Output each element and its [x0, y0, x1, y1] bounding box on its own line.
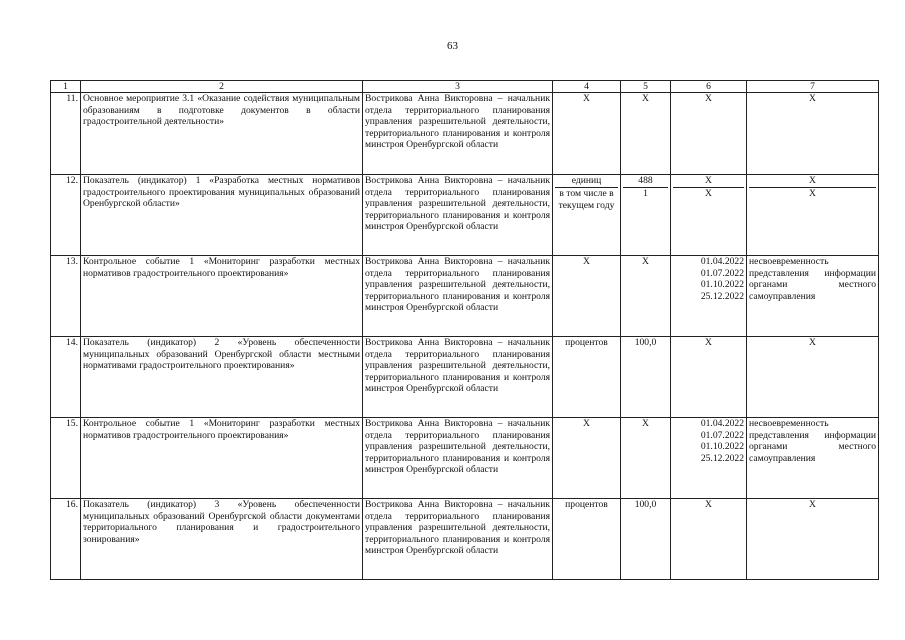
row-responsible: Вострикова Анна Викторовна – начальник отдела территориального планирования управления разрешительной деятельности, территориального планирования и контроля минстроя Оренбургской области: [363, 93, 553, 175]
header-row: [51, 81, 879, 93]
row-note: несвоевременность представления информации органами местного самоуправления: [747, 418, 879, 499]
row-responsible: Вострикова Анна Викторовна – начальник отдела территориального планирования управления разрешительной деятельности, территориального планирования и контроля минстроя Оренбургской области: [363, 337, 553, 418]
row-note: несвоевременность представления информации органами местного самоуправления: [747, 256, 879, 337]
col-header-5: 5: [621, 81, 671, 93]
row-dates: [671, 499, 747, 580]
row-value: Х: [621, 418, 671, 499]
row-note: Х: [747, 93, 879, 175]
row-date: 01.10.2022: [700, 279, 744, 291]
row-unit: Х: [553, 256, 621, 337]
row-number: 15.: [51, 418, 81, 499]
row-number: 14.: [51, 337, 81, 418]
row-value: Х: [621, 93, 671, 175]
table-row: [51, 175, 879, 256]
row-date: Х: [705, 499, 712, 510]
row-value-total: 488: [623, 175, 668, 188]
table-row: [51, 499, 879, 580]
row-unit-current-year: в том числе в текущем году: [558, 188, 615, 211]
row-value: Х: [621, 256, 671, 337]
col-header-3: 3: [363, 81, 553, 93]
row-dates: [671, 93, 747, 175]
page-number: 63: [447, 40, 458, 52]
row-note-current-year: Х: [809, 188, 816, 199]
col-header-4: 4: [553, 81, 621, 93]
row-name: Показатель (индикатор) 1 «Разработка местных нормативов градостроительного проектирования муниципальных образований Оренбургской области»: [81, 175, 363, 256]
row-number: 16.: [51, 499, 81, 580]
row-date: Х: [705, 337, 712, 348]
row-name: Контрольное событие 1 «Мониторинг разработки местных нормативов градостроительного проектирования»: [81, 418, 363, 499]
row-number: 13.: [51, 256, 81, 337]
row-name: Основное мероприятие 3.1 «Оказание содействия муниципальным образованиям в подготовке документов в области градостроительной деятельности»: [81, 93, 363, 175]
row-note: Х: [747, 337, 879, 418]
table-row: [51, 418, 879, 499]
row-date: 01.07.2022: [700, 267, 744, 279]
row-responsible: Вострикова Анна Викторовна – начальник отдела территориального планирования управления разрешительной деятельности, территориального планирования и контроля минстроя Оренбургской области: [363, 256, 553, 337]
row-unit: Х: [553, 418, 621, 499]
col-header-6: 6: [671, 81, 747, 93]
row-value-current-year: 1: [643, 188, 648, 199]
row-unit-total: единиц: [555, 175, 618, 188]
row-responsible: Вострикова Анна Викторовна – начальник отдела территориального планирования управления разрешительной деятельности, территориального планирования и контроля минстроя Оренбургской области: [363, 175, 553, 256]
row-date: 01.04.2022: [700, 418, 744, 429]
row-note-total: Х: [749, 175, 876, 188]
row-date: 25.12.2022: [700, 290, 744, 302]
plan-table: [50, 80, 879, 580]
row-name: Показатель (индикатор) 2 «Уровень обеспеченности муниципальных образований Оренбургской области местными нормативами градостроительного проектирования»: [81, 337, 363, 418]
row-date: 01.10.2022: [700, 441, 744, 453]
row-dates-current-year: Х: [705, 188, 712, 199]
row-dates: [671, 256, 747, 337]
row-responsible: Вострикова Анна Викторовна – начальник отдела территориального планирования управления разрешительной деятельности, территориального планирования и контроля минстроя Оренбургской области: [363, 499, 553, 580]
row-dates: [671, 337, 747, 418]
row-dates-total: Х: [673, 175, 744, 188]
table-row: [51, 93, 879, 175]
row-unit: [553, 175, 621, 256]
row-unit: процентов: [553, 499, 621, 580]
col-header-1: 1: [51, 81, 81, 93]
row-number: 12.: [51, 175, 81, 256]
table-row: [51, 337, 879, 418]
row-date: 01.07.2022: [700, 429, 744, 441]
row-date: 25.12.2022: [700, 452, 744, 464]
row-note: [747, 175, 879, 256]
row-date: 01.04.2022: [700, 256, 744, 267]
row-number: 11.: [51, 93, 81, 175]
row-unit: процентов: [553, 337, 621, 418]
row-dates: [671, 175, 747, 256]
row-date: Х: [705, 93, 712, 104]
col-header-7: 7: [747, 81, 879, 93]
row-note: Х: [747, 499, 879, 580]
row-value: [621, 175, 671, 256]
row-responsible: Вострикова Анна Викторовна – начальник отдела территориального планирования управления разрешительной деятельности, территориального планирования и контроля минстроя Оренбургской области: [363, 418, 553, 499]
row-unit: Х: [553, 93, 621, 175]
row-value: 100,0: [621, 499, 671, 580]
row-name: Показатель (индикатор) 3 «Уровень обеспеченности муниципальных образований Оренбургской области документами территориального планирования и градостроительного зонирования»: [81, 499, 363, 580]
row-value: 100,0: [621, 337, 671, 418]
row-name: Контрольное событие 1 «Мониторинг разработки местных нормативов градостроительного проектирования»: [81, 256, 363, 337]
table-row: [51, 256, 879, 337]
col-header-2: 2: [81, 81, 363, 93]
row-dates: [671, 418, 747, 499]
